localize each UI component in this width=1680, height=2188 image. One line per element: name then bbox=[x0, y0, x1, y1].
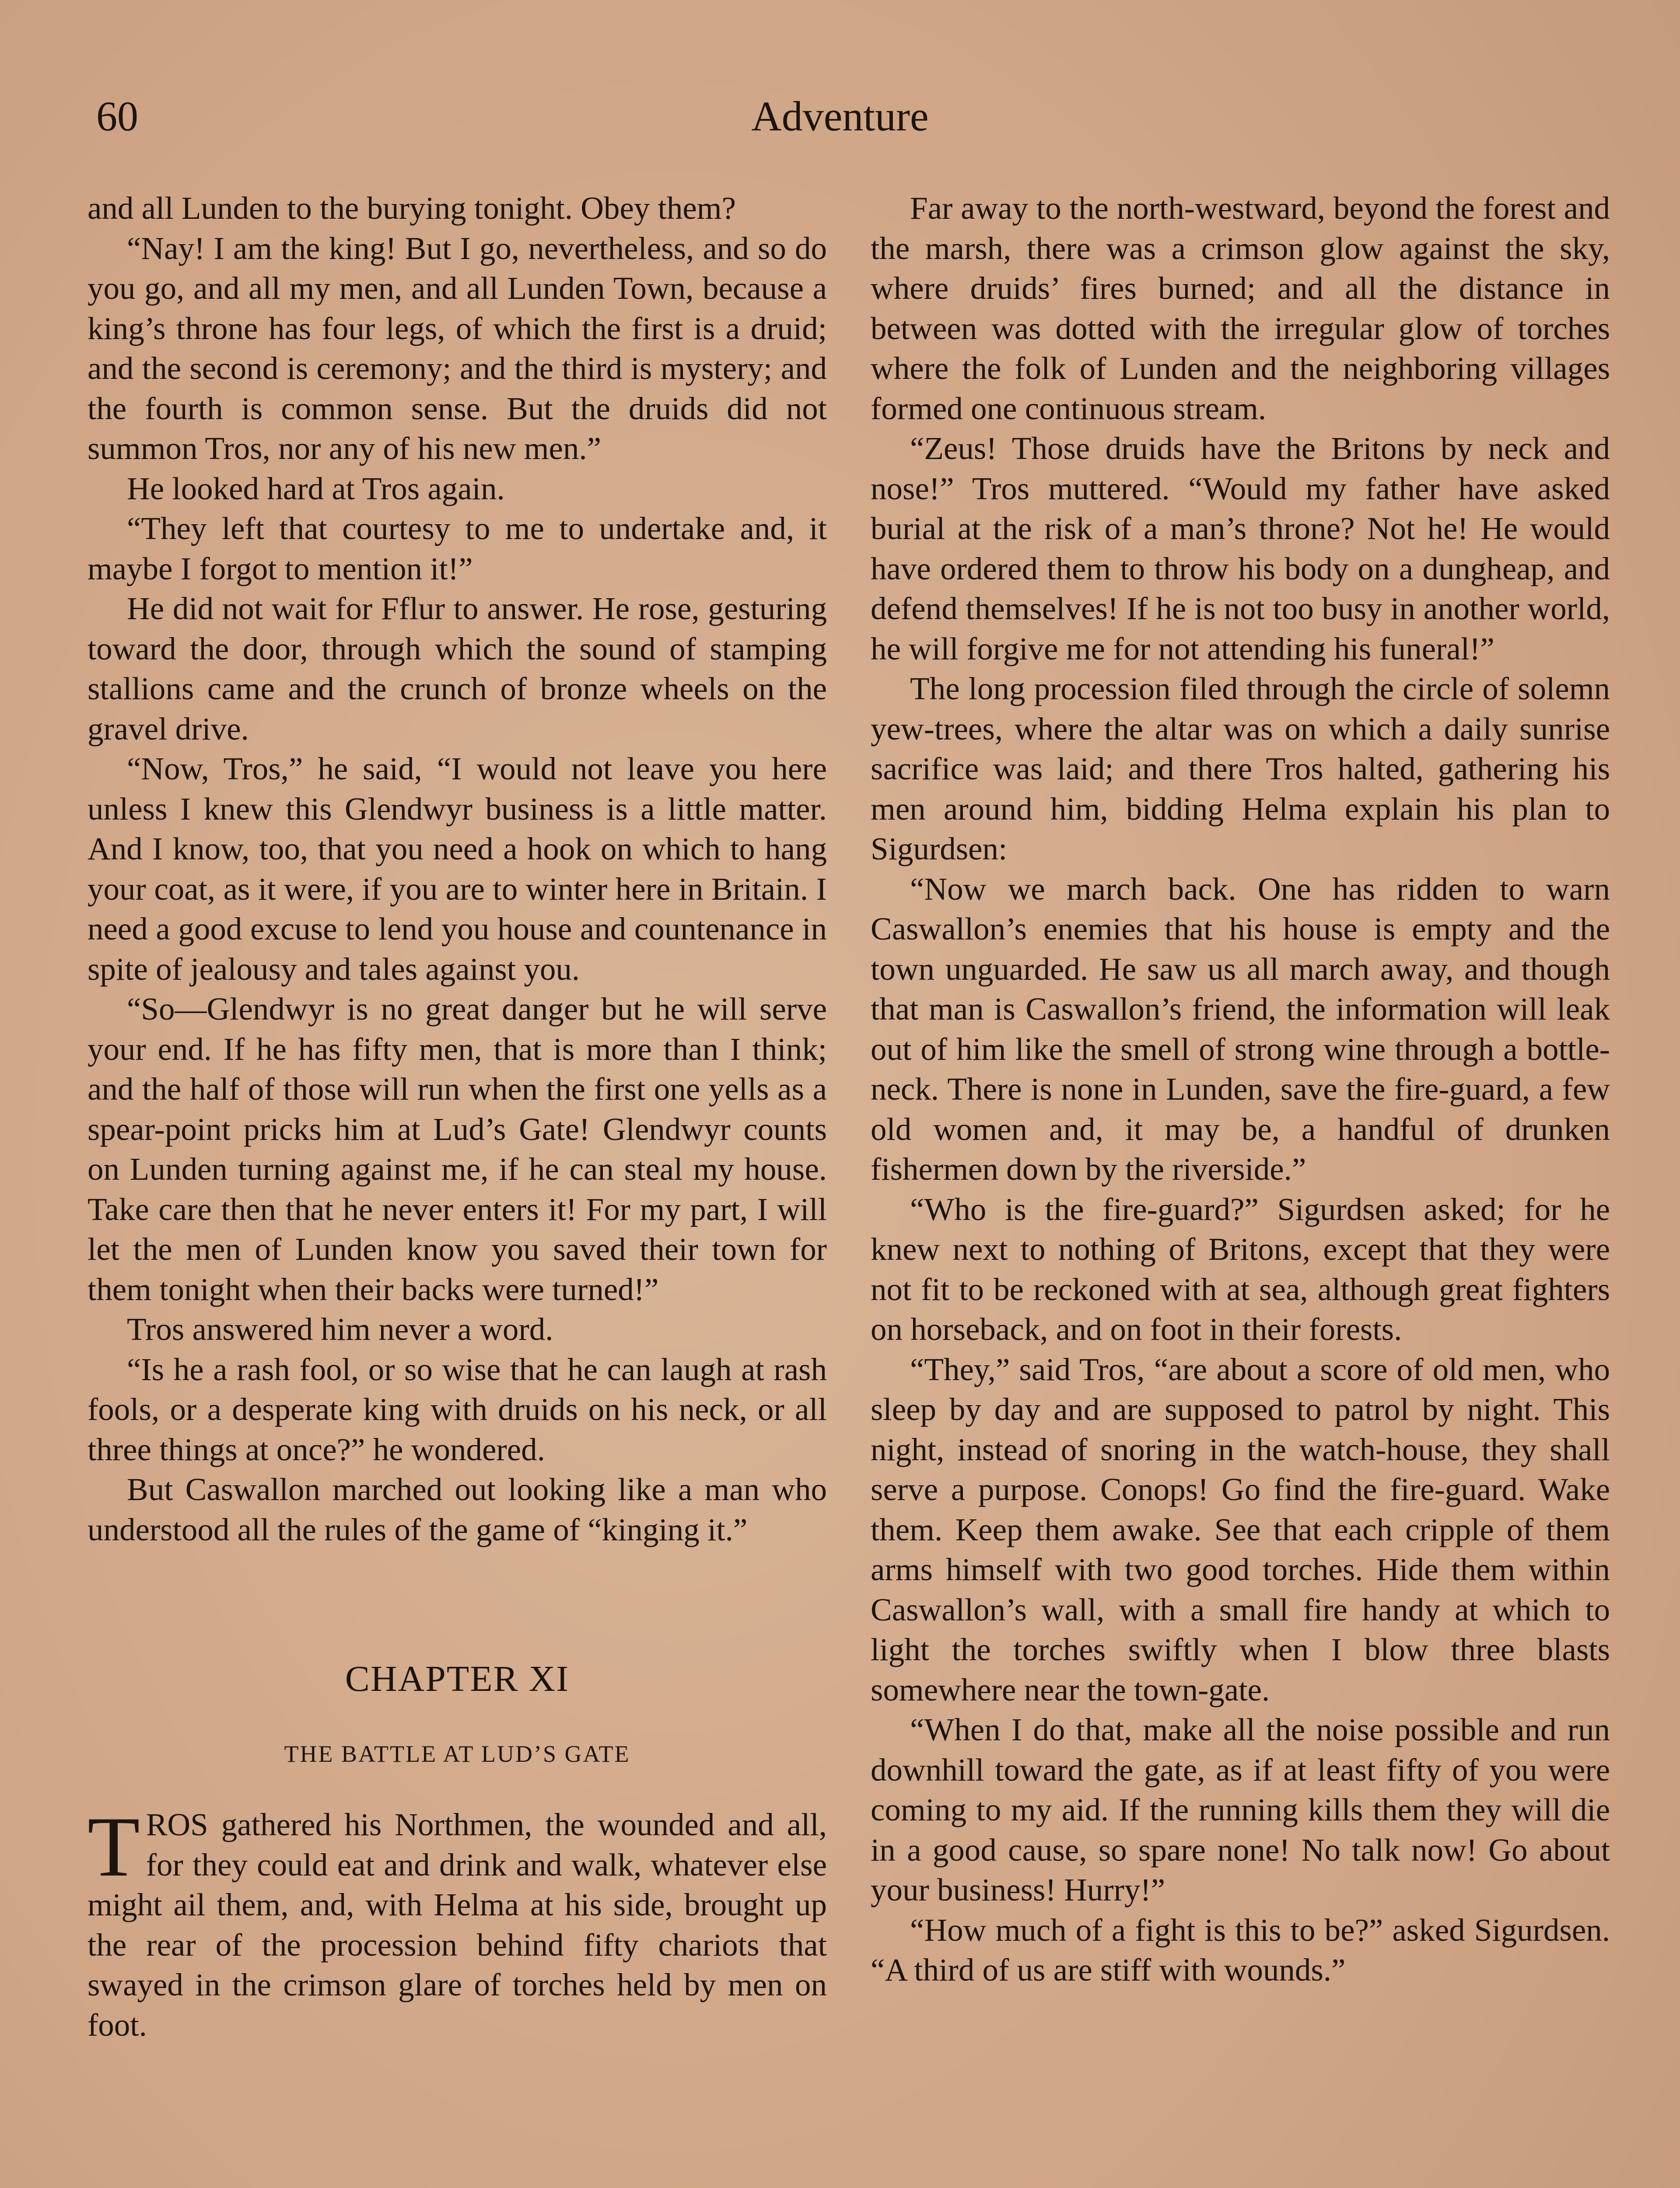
paragraph: “Now we march back. One has ridden to warn Caswallon’s enemies that his house is empty and the town unguarded. He saw us all march away, and though that man is Caswallon’s friend, the information will leak out of him like the smell of strong wine through a bottle-neck. There is none in Lunden, save the fire-guard, a few old women and, it may be, a handful of drunken fishermen down by the riverside.” bbox=[871, 871, 1610, 1187]
paragraph: “They left that courtesy to me to undertake and, it maybe I forgot to mention it!” bbox=[88, 511, 827, 586]
paragraph-text: ROS gathered his Northmen, the wounded and all, for they could eat and drink and walk, whatever else might ail them, and, with Helma at his side, brought up the rear of the procession behind fifty chariots that swayed in the crimson glare of torches held by men on foot. bbox=[88, 1807, 827, 2043]
paragraph: “They,” said Tros, “are about a score of old men, who sleep by day and are supposed to patrol by night. This night, instead of snoring in the watch-house, they shall serve a purpose. Conops! Go find the fire-guard. Wake them. Keep them awake. See that each cripple of them arms himself with two good torches. Hide them within Caswallon’s wall, with a small fire handy at which to light the torches swiftly when I blow three blasts somewhere near the town-gate. bbox=[871, 1351, 1610, 1708]
right-column bbox=[871, 188, 1610, 2188]
paragraph: “Is he a rash fool, or so wise that he can laugh at rash fools, or a desperate king with druids on his neck, or all three things at once?” he wondered. bbox=[88, 1351, 827, 1467]
paragraph: “Nay! I am the king! But I go, nevertheless, and so do you go, and all my men, and all Lunden Town, because a king’s throne has four legs, of which the first is a druid; and the second is ceremony; and the third is mystery; and the fourth is common sense. But the druids did not summon Tros, nor any of his new men.” bbox=[88, 230, 827, 466]
chapter-opening-paragraph bbox=[88, 1799, 827, 2045]
paragraph: “How much of a fight is this to be?” asked Sigurdsen. “A third of us are stiff with wounds.” bbox=[871, 1912, 1610, 1988]
chapter-subtitle: THE BATTLE AT LUD’S GATE bbox=[284, 1740, 630, 1767]
paragraph: But Caswallon marched out looking like a man who understood all the rules of the game of “kinging it.” bbox=[88, 1472, 827, 1547]
paragraph: “Now, Tros,” he said, “I would not leave you here unless I knew this Glendwyr business is a little matter. And I know, too, that you need a hook on which to hang your coat, as it were, if you are to winter here in Britain. I need a good excuse to lend you house and countenance in spite of jealousy and tales against you. bbox=[88, 751, 827, 987]
left-column bbox=[88, 188, 827, 2188]
page-header bbox=[88, 83, 1592, 144]
paragraph: “Who is the fire-guard?” Sigurdsen asked; for he knew next to nothing of Britons, except that they were not fit to be reckoned with at sea, although great fighters on horseback, and on foot in their forests. bbox=[871, 1191, 1610, 1347]
paragraph: He did not wait for Fflur to answer. He rose, gesturing toward the door, through which the sound of stamping stallions came and the crunch of bronze wheels on the gravel drive. bbox=[88, 591, 827, 747]
text-columns bbox=[88, 188, 1610, 2188]
running-head: Adventure bbox=[751, 93, 929, 140]
paragraph: The long procession filed through the circle of solemn yew-trees, where the altar was on which a daily sunrise sacrifice was laid; and there Tros halted, gathering his men around him, bidding Helma explain his plan to Sigurdsen: bbox=[871, 671, 1610, 866]
paragraph: “Zeus! Those druids have the Britons by neck and nose!” Tros muttered. “Would my father have asked burial at the risk of a man’s throne? Not he! He would have ordered them to throw his body on a dungheap, and defend themselves! If he is not too busy in another world, he will forgive me for not attending his funeral!” bbox=[871, 431, 1610, 666]
paragraph: Tros answered him never a word. bbox=[127, 1311, 553, 1347]
drop-cap: T bbox=[88, 1799, 140, 1894]
paragraph: Far away to the north-westward, beyond the forest and the marsh, there was a crimson glow against the sky, where druids’ fires burned; and all the distance in between was dotted with the irregular glow of torches where the folk of Lunden and the neighboring villages formed one continuous stream. bbox=[871, 190, 1610, 426]
paragraph: “When I do that, make all the noise possible and run downhill toward the gate, as if at least fifty of you were coming to my aid. If the running kills them they will die in a good cause, so spare none! No talk now! Go about your business! Hurry!” bbox=[871, 1712, 1610, 1907]
chapter-title: CHAPTER XI bbox=[345, 1659, 570, 1699]
paragraph: He looked hard at Tros again. bbox=[127, 470, 505, 506]
paragraph: and all Lunden to the burying tonight. Obey them? bbox=[88, 190, 736, 226]
page-number: 60 bbox=[96, 93, 138, 140]
paragraph: “So—Glendwyr is no great danger but he will serve your end. If he has fifty men, that is more than I think; and the half of those will run when the first one yells as a spear-point pricks him at Lud’s Gate! Glendwyr counts on Lunden turning against me, if he can steal my house. Take care then that he never enters it! For my part, I will let the men of Lunden know you saved their town for them tonight when their backs were turned!” bbox=[88, 991, 827, 1307]
